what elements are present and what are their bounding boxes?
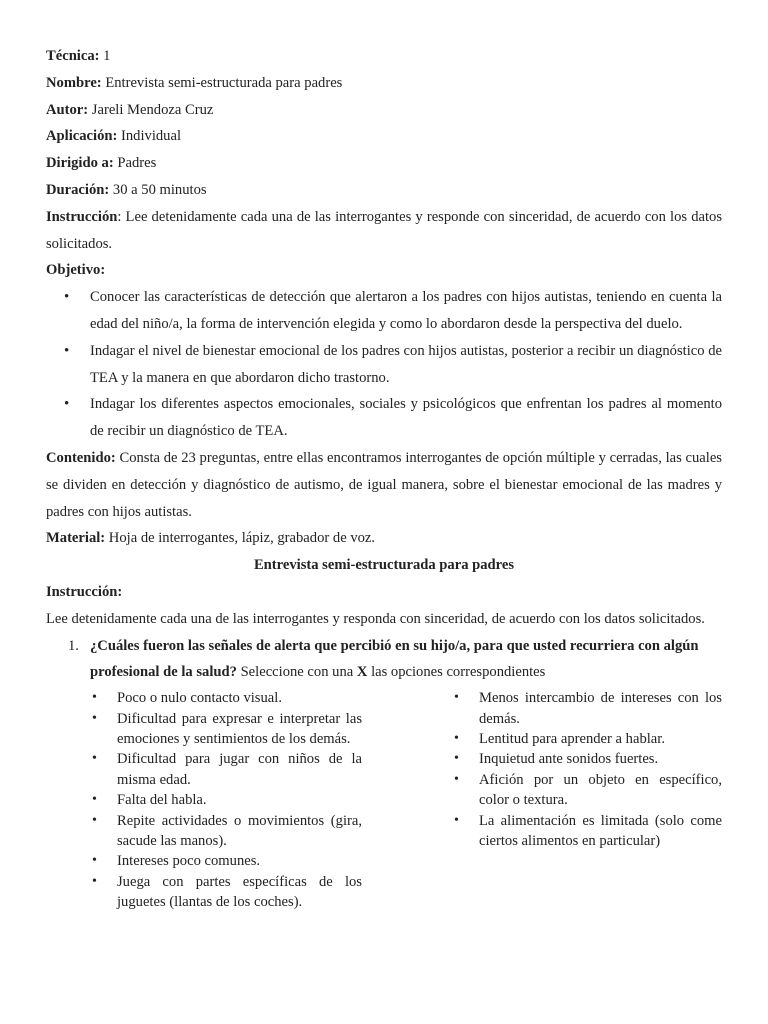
field-label: Material: [46, 530, 106, 547]
field-label: Autor: [46, 101, 89, 118]
options-right-column [452, 688, 722, 851]
instruccion-heading [46, 579, 722, 606]
field-value: Consta de 23 preguntas, entre ellas encontramos interrogantes de opción múltiple y cerradas, las cuales se dividen en detección y diagnóstico de autismo, de igual manera, sobre el bienestar emocional de las madres y padres con hijos autistas. [46, 449, 722, 520]
instruccion-text: Lee detenidamente cada una de las interrogantes y responda con sinceridad, de acuerdo con los datos solicitados. [46, 610, 705, 627]
field-value: Jareli Mendoza Cruz [88, 101, 214, 118]
question-1 [46, 633, 722, 687]
field-value: 1 [99, 48, 111, 64]
option-item: • Intereses poco comunes. [90, 851, 362, 871]
options-right-list [452, 688, 722, 851]
field-label: Nombre: [46, 74, 102, 91]
field-value: : Lee detenidamente cada una de las interrogantes y responde con sinceridad, de acuerdo con los datos solicitados. [46, 208, 722, 252]
field-label: Técnica: [46, 48, 100, 64]
question-number: 1. [68, 637, 79, 654]
option-item: • Poco o nulo contacto visual. [90, 688, 362, 708]
option-item: • La alimentación es limitada (solo come ciertos alimentos en particular) [452, 811, 722, 852]
field-value: Hoja de interrogantes, lápiz, grabador de voz. [105, 530, 376, 547]
field-label: Aplicación: [46, 128, 118, 145]
field-instruccion [46, 204, 722, 258]
field-value: Entrevista semi-estructurada para padres [101, 74, 343, 91]
field-aplicacion [46, 123, 722, 150]
field-value: Individual [117, 128, 181, 145]
list-item: • Indagar los diferentes aspectos emocionales, sociales y psicológicos que enfrentan los padres al momento de recibir un diagnóstico de TEA. [46, 391, 722, 445]
option-item: • Repite actividades o movimientos (gira, sacude las manos). [90, 811, 362, 852]
field-label: Instrucción [46, 208, 118, 225]
options-left-column [90, 688, 362, 912]
field-nombre [46, 70, 722, 97]
question-hint-pre: Seleccione con una [236, 664, 357, 681]
option-item: • Menos intercambio de intereses con los demás. [452, 688, 722, 729]
option-item: • Lentitud para aprender a hablar. [452, 729, 722, 749]
options-left-list [90, 688, 362, 912]
section-title [46, 552, 722, 579]
options-columns [46, 688, 722, 928]
field-duracion [46, 177, 722, 204]
field-label: Contenido: [46, 449, 116, 466]
option-item: • Juega con partes específicas de los juguetes (llantas de los coches). [90, 872, 362, 913]
option-item: • Falta del habla. [90, 790, 362, 810]
objetivo-label: Objetivo: [46, 262, 106, 279]
question-hint-post: las opciones correspondientes [367, 664, 546, 681]
field-tecnica [46, 43, 722, 70]
list-item: • Indagar el nivel de bienestar emocional de los padres con hijos autistas, posterior a recibir un diagnóstico de TEA y la manera en que abordaron dicho trastorno. [46, 338, 722, 392]
document-page [46, 43, 722, 928]
x-mark: X [356, 664, 368, 681]
contenido-paragraph [46, 445, 722, 525]
question-text: ¿Cuáles fueron las señales de alerta que percibió en su hijo/a, para que usted recurriera con algún profesional de la salud? [90, 637, 699, 681]
field-label: Duración: [46, 181, 110, 198]
option-item: • Afición por un objeto en específico, color o textura. [452, 770, 722, 811]
option-item: • Dificultad para jugar con niños de la misma edad. [90, 749, 362, 790]
instruccion-label: Instrucción: [46, 583, 123, 600]
option-item: • Dificultad para expresar e interpretar las emociones y sentimientos de los demás. [90, 709, 362, 750]
field-label: Dirigido a: [46, 155, 114, 172]
objetivo-heading [46, 257, 722, 284]
option-item: • Inquietud ante sonidos fuertes. [452, 749, 722, 769]
field-value: 30 a 50 minutos [109, 181, 207, 198]
field-dirigido [46, 150, 722, 177]
list-item: • Conocer las características de detección que alertaron a los padres con hijos autistas, teniendo en cuenta la edad del niño/a, la forma de intervención elegida y como lo abordaron desde la perspectiva del duelo. [46, 284, 722, 338]
objetivo-list [46, 284, 722, 445]
section-title-text: Entrevista semi-estructurada para padres [253, 557, 515, 574]
field-autor [46, 97, 722, 124]
material-paragraph [46, 525, 722, 552]
field-value: Padres [113, 155, 157, 172]
